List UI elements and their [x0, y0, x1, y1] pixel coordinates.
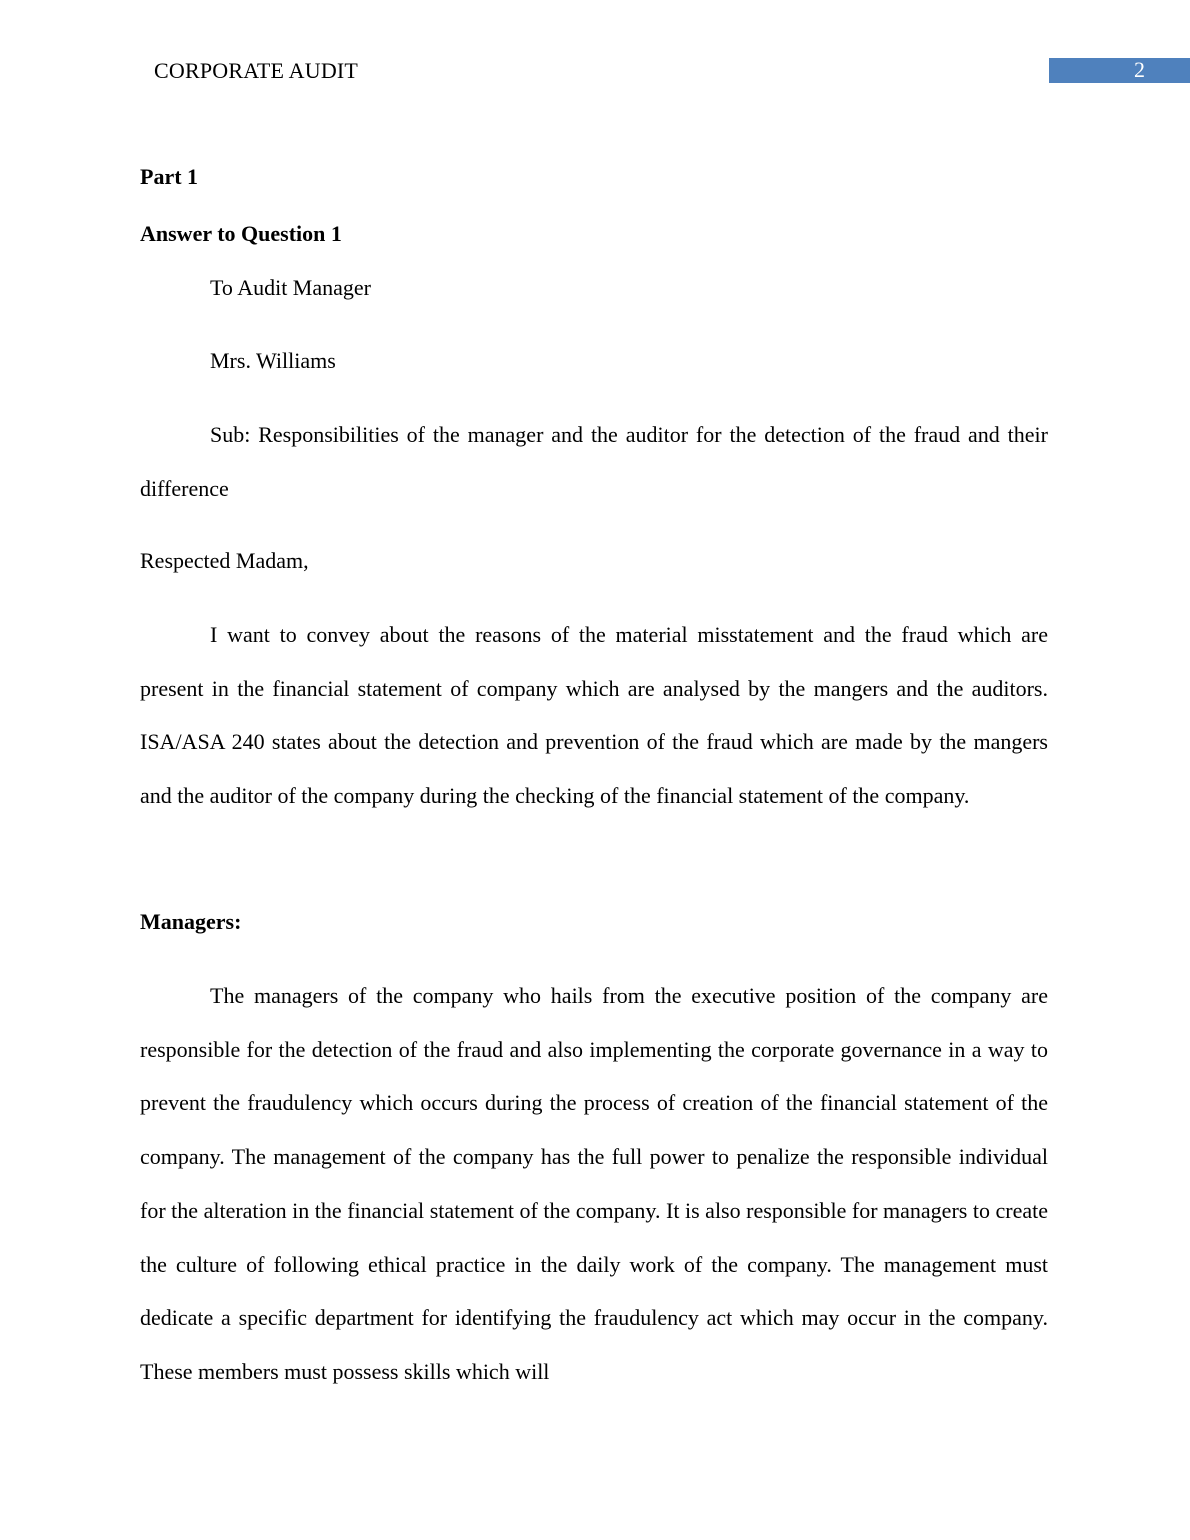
managers-paragraph: The managers of the company who hails from the executive position of the company are responsible for the detection of the fraud and also implementing the corporate governance in a way to prevent the fraudulency which occurs during the process of creation of the financial statement of the company. The management of the company has the full power to penalize the responsible individual for the alteration in the financial statement of the company. It is also responsible for managers to create the culture of following ethical practice in the daily work of the company. The management must dedicate a specific department for identifying the fraudulency act which may occur in the company. These members must possess skills which will [140, 983, 1048, 1384]
question-heading: Answer to Question 1 [140, 221, 342, 246]
salutation: Respected Madam, [140, 548, 309, 573]
running-head: CORPORATE AUDIT [154, 58, 359, 83]
page-number-box [1049, 58, 1190, 83]
recipient: Mrs. Williams [210, 348, 336, 373]
page-number: 2 [1134, 57, 1145, 82]
intro-paragraph: I want to convey about the reasons of the material misstatement and the fraud which are present in the financial statement of company which are analysed by the mangers and the auditors. ISA/ASA 240 states about the detection and prevention of the fraud which are made by the mangers and the auditor of the company during the checking of the financial statement of the company. [140, 622, 1048, 809]
managers-heading: Managers: [140, 909, 242, 934]
part-heading: Part 1 [140, 164, 199, 189]
subject-line: Sub: Responsibilities of the manager and the auditor for the detection of the fraud and their difference [140, 422, 1048, 501]
to-line: To Audit Manager [210, 275, 371, 300]
